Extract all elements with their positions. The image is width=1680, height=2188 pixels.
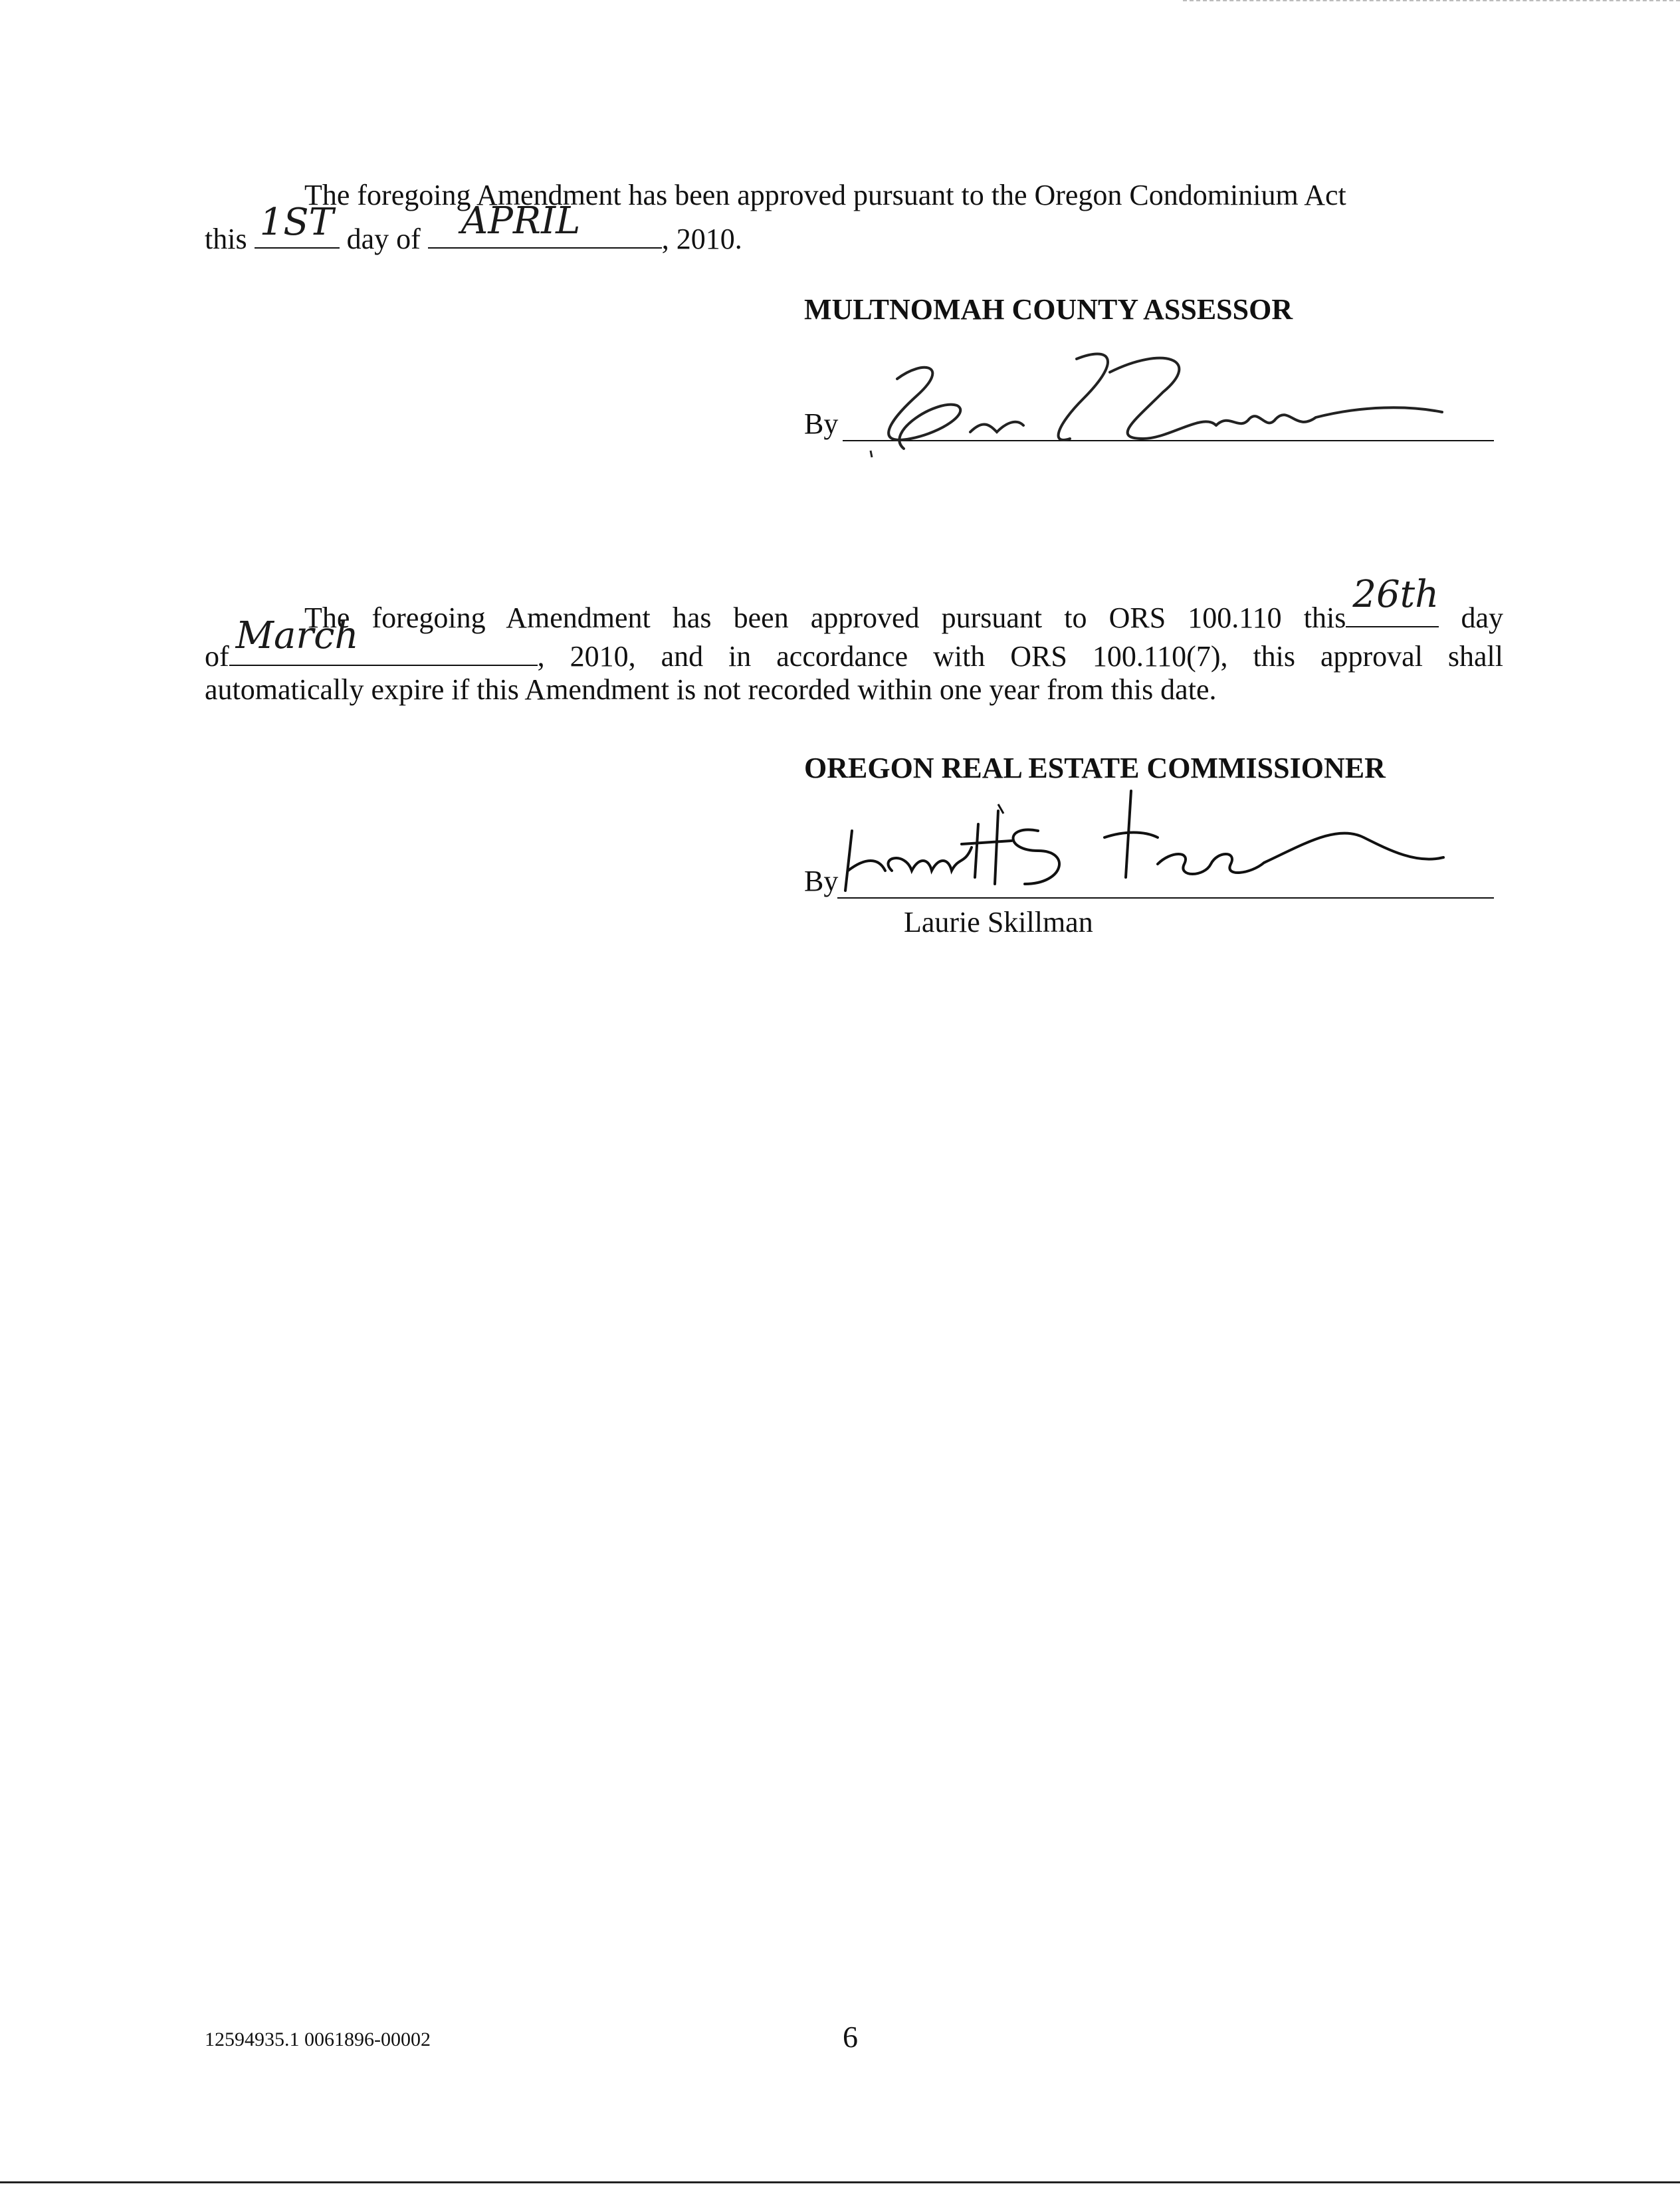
day-of-text: day of [346, 223, 421, 255]
day-blank [255, 201, 340, 249]
signer-name: Laurie Skillman [904, 906, 1093, 938]
handwritten-day: 1ST [259, 201, 334, 244]
approval-1-line-2 [205, 199, 742, 256]
month-blank [428, 199, 662, 249]
approval-2-line-3: automatically expire if this Amendment is not recorded within one year from this date. [205, 673, 1217, 706]
handwritten-day-2: 26th [1352, 573, 1439, 616]
day-blank-2 [1346, 573, 1439, 627]
approval-1-line-1: The foregoing Amendment has been approved pursuant to the Oregon Condominium Act [304, 179, 1346, 211]
page-number: 6 [843, 2020, 858, 2054]
document-id: 12594935.1 0061896-00002 [205, 2028, 431, 2050]
handwritten-month-2: March [235, 614, 359, 657]
approval-2-line-1: The foregoing Amendment has been approved pursuant to ORS 100.110 this 26th day [304, 573, 1503, 634]
handwritten-month: APRIL [461, 199, 581, 243]
commissioner-heading: OREGON REAL ESTATE COMMISSIONER [804, 752, 1386, 784]
scan-edge-bottom [0, 2181, 1680, 2183]
month-blank-2 [229, 614, 538, 666]
by-label-1: By [804, 407, 839, 440]
assessor-heading: MULTNOMAH COUNTY ASSESSOR [804, 293, 1293, 326]
year-text: , 2010. [661, 223, 742, 255]
commissioner-signature [839, 784, 1450, 911]
this-word: this [205, 223, 247, 255]
assessor-signature [857, 332, 1455, 465]
by-label-2: By [804, 865, 839, 897]
approval-2-line-2: of March , 2010, and in accordance with ORS 100.110(7), this approval shall [205, 614, 1503, 673]
scan-edge-top [1183, 0, 1680, 3]
